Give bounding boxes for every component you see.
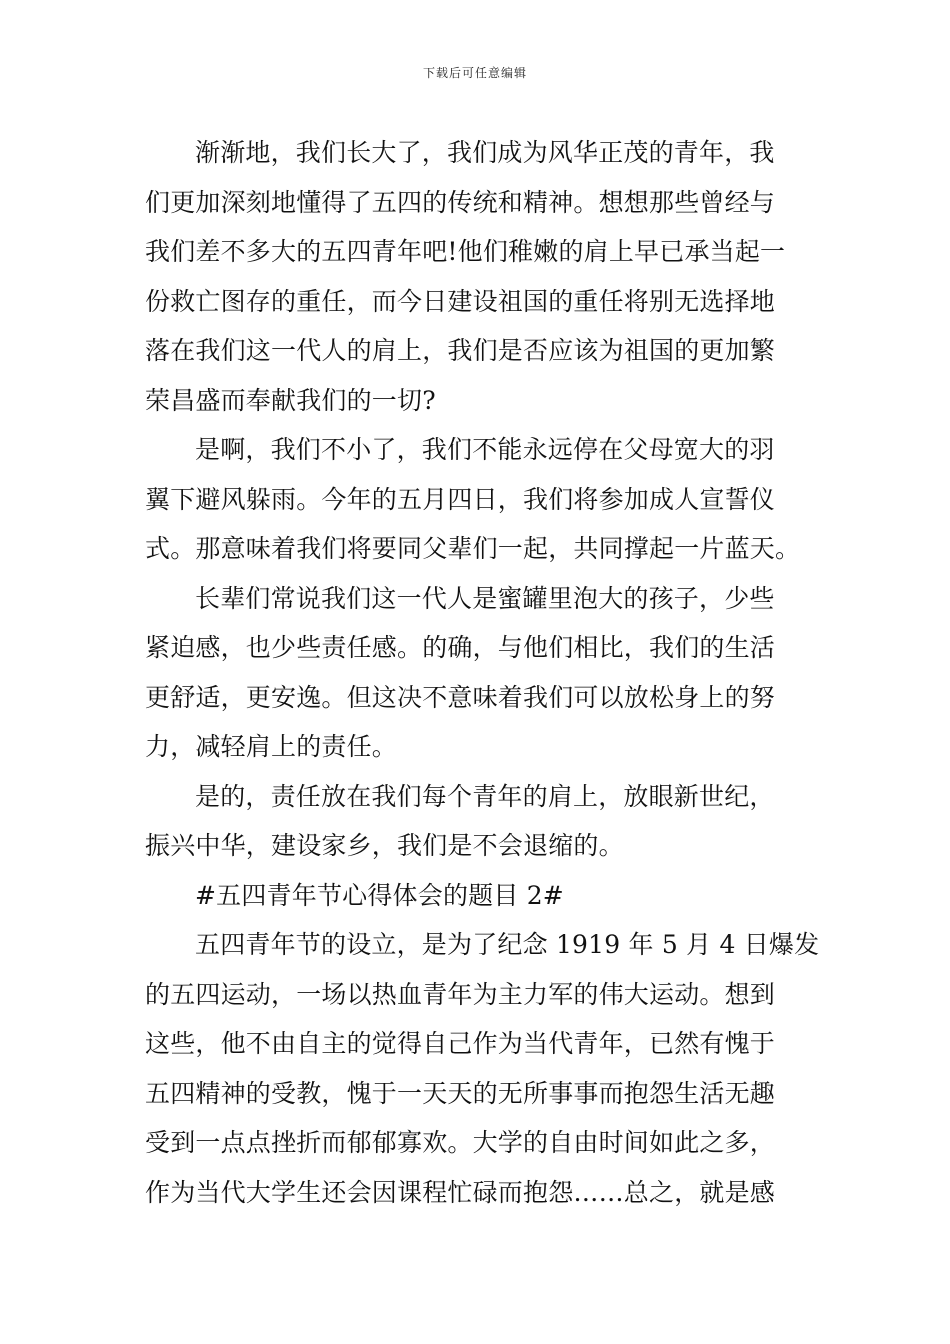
paragraph-line: 受到一点点挫折而郁郁寡欢。大学的自由时间如此之多， <box>145 1128 776 1157</box>
paragraph-line: 渐渐地，我们长大了，我们成为风华正茂的青年，我 <box>195 138 775 167</box>
paragraph-line: 的五四运动，一场以热血青年为主力军的伟大运动。想到 <box>145 979 776 1009</box>
paragraph-line: 振兴中华，建设家乡，我们是不会退缩的。 <box>145 831 624 860</box>
paragraph-line: 更舒适，更安逸。但这决不意味着我们可以放松身上的努 <box>145 682 776 712</box>
paragraph-line: 式。那意味着我们将要同父辈们一起，共同撑起一片蓝天。 <box>145 534 801 563</box>
paragraph-line: 翼下避风躲雨。今年的五月四日，我们将参加成人宣誓仪 <box>145 484 776 514</box>
paragraph-line: 荣昌盛而奉献我们的一切? <box>145 385 436 415</box>
paragraph-line: 五四青年节的设立，是为了纪念 1919 年 5 月 4 日爆发 <box>195 930 820 959</box>
paragraph-line: 们更加深刻地懂得了五四的传统和精神。想想那些曾经与 <box>145 187 776 217</box>
paragraph-line: 作为当代大学生还会因课程忙碌而抱怨……总之，就是感 <box>145 1177 776 1207</box>
paragraph-line: 力，减轻肩上的责任。 <box>145 732 398 761</box>
page-header: 下载后可任意编辑 <box>422 66 527 80</box>
paragraph-line: 是啊，我们不小了，我们不能永远停在父母宽大的羽 <box>195 435 775 464</box>
document-body <box>145 128 820 1217</box>
paragraph-line: 份救亡图存的重任，而今日建设祖国的重任将别无选择地 <box>145 286 776 316</box>
paragraph-line: 是的，责任放在我们每个青年的肩上，放眼新世纪， <box>195 781 775 811</box>
paragraph-line: 长辈们常说我们这一代人是蜜罐里泡大的孩子，少些 <box>195 583 775 613</box>
paragraph-line: 落在我们这一代人的肩上，我们是否应该为祖国的更加繁 <box>145 336 776 365</box>
paragraph-line: 紧迫感，也少些责任感。的确，与他们相比，我们的生活 <box>145 633 776 662</box>
paragraph-line: 五四精神的受教，愧于一天天的无所事事而抱怨生活无趣 <box>145 1078 776 1108</box>
section-heading: #五四青年节心得体会的题目 2# <box>195 880 564 910</box>
paragraph-line: 这些，他不由自主的觉得自己作为当代青年，已然有愧于 <box>145 1029 776 1058</box>
paragraph-line: 我们差不多大的五四青年吧!他们稚嫩的肩上早已承当起一 <box>145 237 786 266</box>
